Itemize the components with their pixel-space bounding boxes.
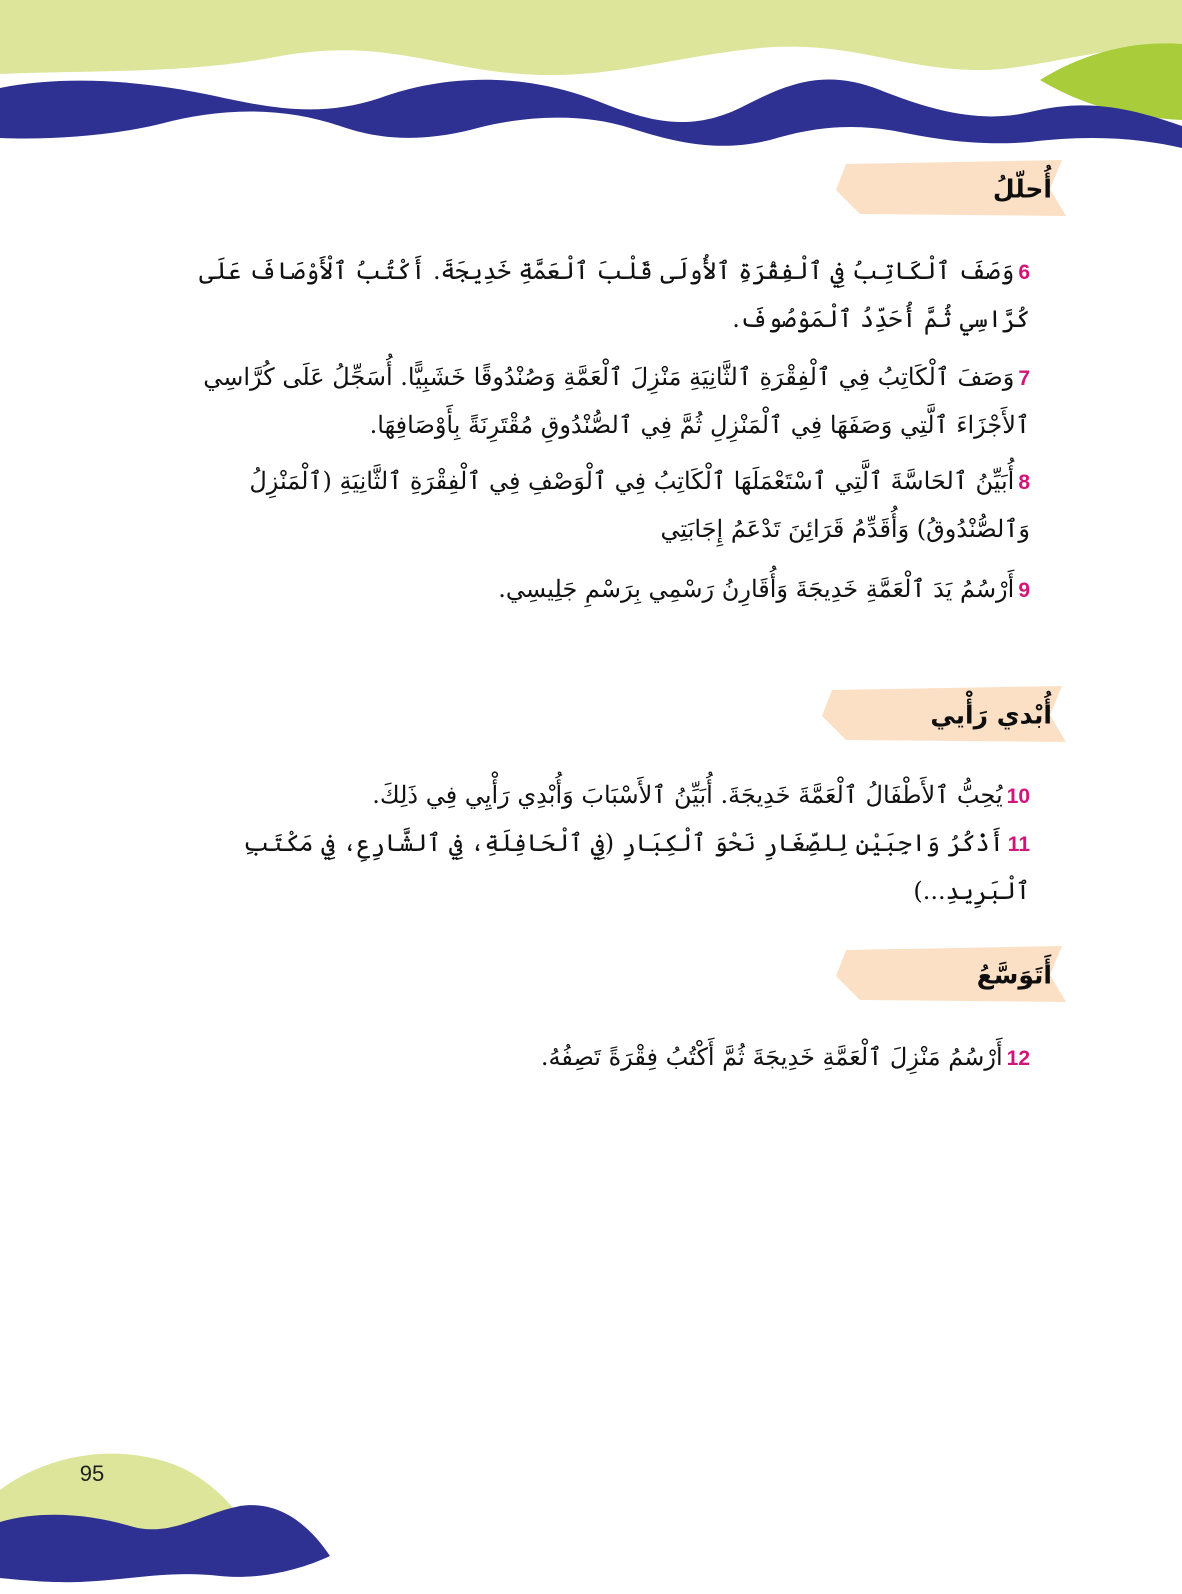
exercise-text: وَصَفَ ٱلْكَاتِبُ فِي ٱلْفِقْرَةِ ٱلثَّانِيَةِ مَنْزِلَ ٱلْعَمَّةِ وَصُنْدُوقًا خَشَبِيًّا. أُسَجِّلُ عَلَى كُرَّاسِي ٱلأَجْزَاءَ ٱلَّتِي وَصَفَهَا فِي ٱلْمَنْزِلِ ثُمَّ فِي ٱلصُّنْدُوقِ مُقْتَرِنَةً بِأَوْصَافِهَا.	[203, 363, 1030, 439]
exercise-text: أَرْسُمُ يَدَ ٱلْعَمَّةِ خَدِيجَةَ وَأُقَارِنُ رَسْمِي بِرَسْمِ جَلِيسِي.	[498, 575, 1015, 603]
exercise-number: 10	[1006, 785, 1030, 808]
exercise-item	[130, 820, 1030, 914]
exercise-text: وَصَفَ ٱلْكَاتِبُ فِي ٱلْفِقْرَةِ ٱلأُولَى قَلْبَ ٱلْعَمَّةِ خَدِيجَةَ. أَكْتُبُ ٱلْأَوْصَافَ عَلَى كُرَّاسِي ثُمَّ أُحَدِّدُ ٱلْمَوْصُوفَ.	[199, 257, 1030, 333]
page-number: 95	[79, 1461, 105, 1486]
top-wave-banner	[0, 0, 1182, 160]
exercise-item	[130, 354, 1030, 448]
exercise-number: 8	[1018, 471, 1030, 494]
exercise-item	[130, 566, 1030, 614]
exercise-number: 7	[1018, 367, 1030, 390]
section-tab-expand	[836, 946, 1066, 1004]
exercise-number: 12	[1006, 1047, 1030, 1070]
exercise-item	[130, 248, 1030, 342]
exercise-text: أَذْكُرُ وَاجِبَيْنِ لِلصِّغَارِ نَحْوَ ٱلْكِبَارِ (فِي ٱلْحَافِلَةِ، فِي ٱلشَّارِعِ، فِي مَكْتَبِ ٱلْبَرِيدِ...)	[243, 829, 1030, 905]
bottom-wave-decoration	[0, 1430, 360, 1594]
section-tab-opinion	[822, 686, 1066, 744]
exercise-number: 6	[1018, 261, 1030, 284]
section-title: أُبْدي رَأْيي	[930, 700, 1052, 730]
exercise-number: 9	[1018, 579, 1030, 602]
exercise-item	[130, 458, 1030, 552]
section-title: أَتَوَسَّعُ	[976, 960, 1052, 990]
exercise-text: أُبَيِّنُ ٱلحَاسَّةَ ٱلَّتِي ٱسْتَعْمَلَهَا ٱلْكَاتِبُ فِي ٱلْوَصْفِ فِي ٱلْفِقْرَةِ ٱلثَّانِيَةِ (ٱلْمَنْزِلُ وَٱلصُّنْدُوقُ) وَأُقَدِّمُ قَرَائِنَ تَدْعَمُ إِجَابَتِي	[249, 467, 1030, 543]
exercise-number: 11	[1007, 833, 1030, 856]
exercise-text: أَرْسُمُ مَنْزِلَ ٱلْعَمَّةِ خَدِيجَةَ ثُمَّ أَكْتُبُ فِقْرَةً تَصِفُهُ.	[540, 1043, 1003, 1071]
exercise-text: يُحِبُّ ٱلأَطْفَالُ ٱلْعَمَّةَ خَدِيجَةَ. أُبَيِّنُ ٱلأَسْبَابَ وَأُبْدِي رَأْيِي فِي ذَلِكَ.	[372, 781, 1003, 809]
section-title: أُحلّلُ	[992, 174, 1052, 204]
exercise-item	[130, 1034, 1030, 1082]
section-tab-analyze	[836, 160, 1066, 218]
exercise-item	[130, 772, 1030, 820]
